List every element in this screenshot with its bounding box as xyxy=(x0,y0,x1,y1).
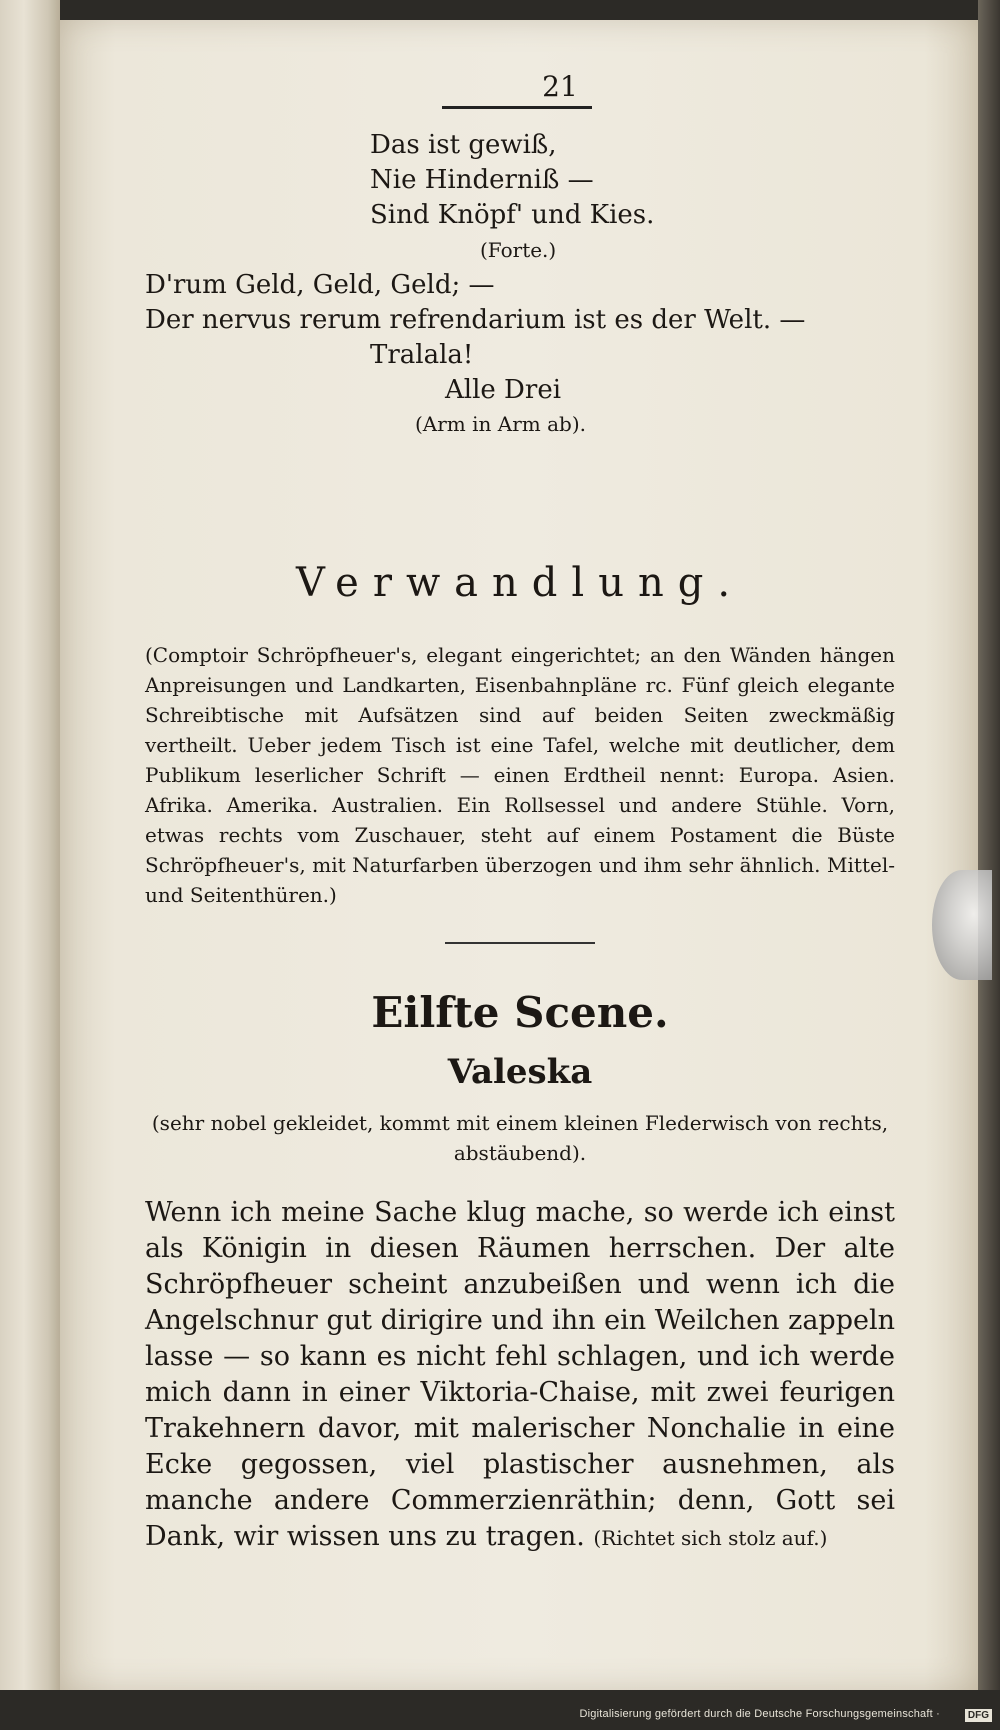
footer-credit: Digitalisierung gefördert durch die Deutsche Forschungsgemeinschaft · xyxy=(579,1708,940,1720)
page-tab-marker xyxy=(932,870,992,980)
character-name: Valeska xyxy=(447,1052,593,1092)
verse-line-5: Der nervus rerum refrendarium ist es der Welt. — xyxy=(145,305,806,335)
verse-line-1: Das ist gewiß, xyxy=(370,130,557,160)
footer-bar xyxy=(0,1690,1000,1730)
monologue-speech: Wenn ich meine Sache klug mache, so werde ich einst als Königin in diesen Räumen herrschen. Der alte Schröpfheuer scheint anzubeißen und wenn ich die Angelschnur gut dirigire und ihn ein Weilchen zappeln lasse — so kann es nicht fehl schlagen, und ich werde mich dann in einer Viktoria-Chaise, mit zwei feurigen Trakehnern davor, mit malerischer Nonchalie in eine Ecke gegossen, viel plastischer ausnehmen, als manche andere Commerzienräthin; denn, Gott sei Dank, wir wissen uns zu tragen. xyxy=(145,1197,895,1552)
transformation-heading: Verwandlung. xyxy=(295,560,745,606)
book-spine-left xyxy=(0,0,60,1700)
verse-line-6: Tralala! xyxy=(370,340,474,370)
scene-title: Eilfte Scene. xyxy=(371,988,669,1037)
page-number: 21 xyxy=(542,70,578,103)
monologue-direction: (Richtet sich stolz auf.) xyxy=(593,1526,828,1550)
verse-direction-forte: (Forte.) xyxy=(480,238,557,262)
book-page xyxy=(60,20,980,1690)
stage-direction-exit: (Arm in Arm ab). xyxy=(415,412,586,436)
speaker-all-three: Alle Drei xyxy=(445,375,562,405)
verse-line-3: Sind Knöpf' und Kies. xyxy=(370,200,655,230)
section-divider xyxy=(445,942,595,944)
scene-setting-description: (Comptoir Schröpfheuer's, elegant eingerichtet; an den Wänden hängen Anpreisungen und Landkarten, Eisenbahnpläne rc. Fünf gleich elegante Schreibtische mit Aufsätzen sind auf beiden Seiten zweckmäßig vertheilt. Ueber jedem Tisch ist eine Tafel, welche mit deutlicher, dem Publikum leserlicher Schrift — einen Erdtheil nennt: Europa. Asien. Afrika. Amerika. Australien. Ein Rollsessel und andere Stühle. Vorn, etwas rechts vom Zuschauer, steht auf einem Postament die Büste Schröpfheuer's, mit Naturfarben überzogen und ihm sehr ähnlich. Mittel- und Seitenthüren.) xyxy=(145,643,895,907)
dfg-logo: DFG xyxy=(965,1709,992,1722)
verse-line-2: Nie Hinderniß — xyxy=(370,165,594,195)
verse-line-4: D'rum Geld, Geld, Geld; — xyxy=(145,270,495,300)
book-edge-right xyxy=(978,0,1000,1700)
page-number-rule xyxy=(442,106,592,109)
character-stage-direction: (sehr nobel gekleidet, kommt mit einem kleinen Flederwisch von rechts, abstäubend). xyxy=(151,1111,889,1165)
monologue-text xyxy=(145,1195,895,1556)
